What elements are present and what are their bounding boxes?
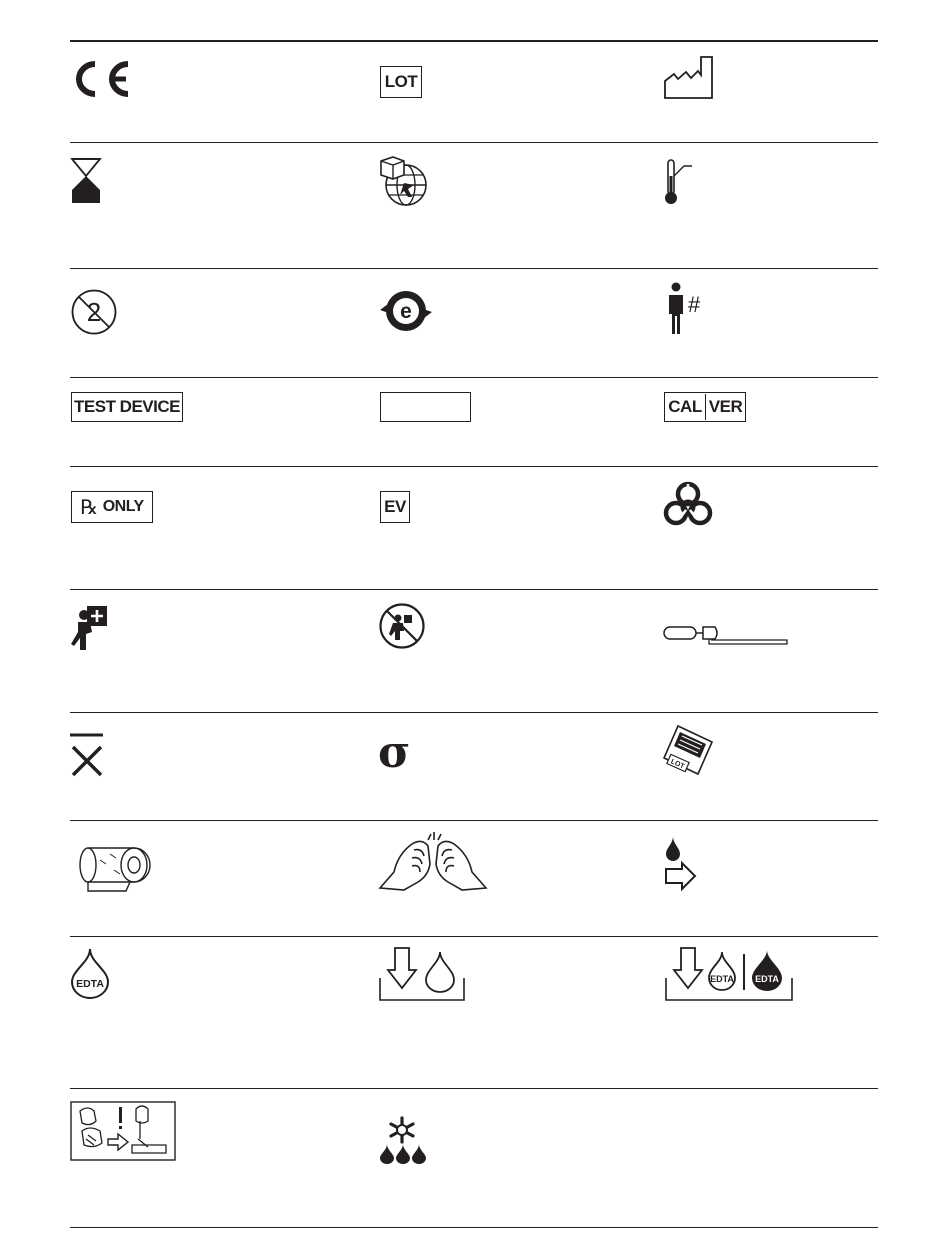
do-not-freeze-icon [378,1116,428,1164]
cal-text: CAL [665,394,706,420]
row-divider [70,377,878,378]
hand-warming-icon [378,832,488,894]
self-testing-icon [70,606,110,650]
edta-drop-icon [70,948,110,1000]
apply-sample-drop-icon [378,946,466,1002]
row-divider [70,1227,878,1228]
patient-number-hash: # [688,292,701,317]
cal-ver-label [664,392,746,422]
svg-text:e: e [400,300,412,323]
recyclable-icon [378,286,434,336]
biohazard-icon [662,480,714,528]
test-device-label: TEST DEVICE [71,392,183,422]
manufacturer-icon [664,55,714,99]
rx-only-text: ONLY [102,498,144,515]
use-by-date-icon [70,158,102,204]
test-strip-lot-icon [662,724,714,776]
row-divider [70,1088,878,1089]
row-divider [70,936,878,937]
sample-handling-caution-icon [70,1101,176,1161]
rule-top [70,40,878,42]
paper-roll-icon [70,846,152,892]
rx-symbol: ℞ [80,495,98,519]
ce-mark-icon [70,58,132,100]
ver-text: VER [708,397,743,416]
row-divider [70,589,878,590]
rx-only-label [71,491,153,523]
row-divider [70,268,878,269]
mean-icon [70,733,104,777]
temperature-limit-icon [664,158,694,206]
row-divider [70,466,878,467]
row-divider [70,142,878,143]
blood-drop-arrow-icon [664,834,698,892]
row-divider [70,712,878,713]
svg-text:LOT: LOT [669,758,686,771]
not-for-self-testing-icon [378,602,426,650]
blank-label-box [380,392,471,422]
ev-label: EV [380,491,410,523]
row-divider [70,820,878,821]
apply-edta-sample-icon [664,946,794,1002]
svg-text:2: 2 [86,297,102,327]
edta-text: EDTA [755,974,779,984]
standard-deviation-icon: σ [378,727,411,778]
distributor-globe-icon [378,155,428,207]
capillary-tube-icon [663,624,789,646]
lot-number-icon: LOT [380,66,422,98]
edta-text: EDTA [710,974,734,984]
do-not-reuse-icon [70,288,118,336]
edta-text: EDTA [76,978,104,990]
